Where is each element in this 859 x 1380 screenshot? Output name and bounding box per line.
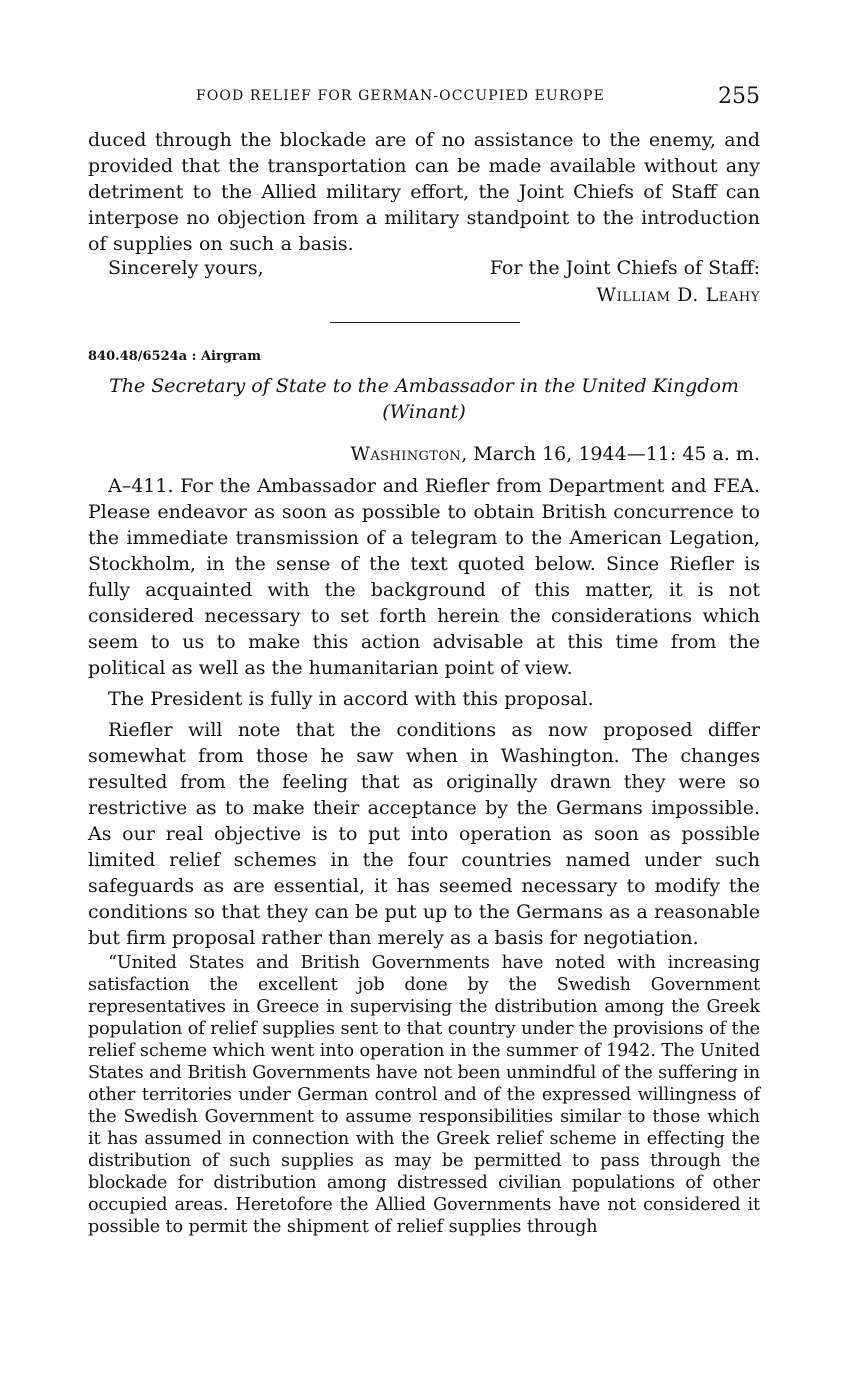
opening-paragraph: duced through the blockade are of no assistance to the enemy, and provided that the transportation can be made available without any detriment to the Allied military effort, the Joint Chiefs of Staff can interpose no objection from a military standpoint to the introduction of supplies on such a basis. — [88, 129, 760, 255]
file-number: 840.48/6524a : Airgram — [88, 349, 261, 364]
dateline-place: Washington — [350, 443, 462, 465]
dateline-date: , March 16, 1944—11: 45 a. m. — [461, 443, 760, 465]
running-head-title: FOOD RELIEF FOR GERMAN-OCCUPIED EUROPE — [196, 88, 605, 104]
document-heading-line-1: The Secretary of State to the Ambassador in the United Kingdom — [109, 375, 739, 397]
message-body — [88, 473, 760, 956]
letter-closing — [88, 257, 760, 313]
body-paragraph-2: The President is fully in accord with this proposal. — [108, 688, 594, 710]
page-number: 255 — [718, 84, 760, 109]
signature: William D. Leahy — [596, 284, 760, 306]
running-head — [88, 84, 760, 112]
salutation: Sincerely yours, — [108, 257, 264, 279]
quoted-telegram-text: “United States and British Governments have noted with increasing satisfaction the excellent job done by the Swedish Government representatives in Greece in supervising the distribution among the Greek population of relief supplies sent to that country under the provisions of the relief scheme which went into operation in the summer of 1942. The United States and British Governments have not been unmindful of the suffering in other territories under German control and of the expressed willingness of the Swedish Government to assume responsibilities similar to those which it has assumed in connection with the Greek relief scheme in effecting the distribution of such supplies as may be permitted to pass through the blockade for distribution among distressed civilian populations of other occupied areas. Heretofore the Allied Governments have not considered it possible to permit the shipment of relief supplies through — [88, 953, 760, 1237]
document-heading — [88, 373, 760, 425]
dateline — [350, 443, 760, 465]
section-divider — [330, 322, 520, 323]
document-heading-line-2: (Winant) — [382, 401, 466, 423]
for-joint-chiefs-line: For the Joint Chiefs of Staff: — [489, 257, 760, 279]
body-paragraph-3: Riefler will note that the conditions as now proposed differ somewhat from those he saw when in Washington. The changes resulted from the feeling that as originally drawn they were so restrictive as to make their acceptance by the Germans impossible. As our real objective is to put into operation as soon as possible limited relief schemes in the four countries named under such safeguards as are essential, it has seemed necessary to modify the conditions so that they can be put up to the Germans as a reasonable but firm proposal rather than merely as a basis for negotiation. — [88, 719, 760, 949]
body-paragraph-1: A–411. For the Ambassador and Riefler from Department and FEA. Please endeavor as soon as possible to obtain British concurrence to the immediate transmission of a telegram to the American Legation, Stockholm, in the sense of the text quoted below. Since Riefler is fully acquainted with the background of this matter, it is not considered necessary to set forth herein the considerations which seem to us to make this action advisable at this time from the political as well as the humanitarian point of view. — [88, 475, 760, 679]
